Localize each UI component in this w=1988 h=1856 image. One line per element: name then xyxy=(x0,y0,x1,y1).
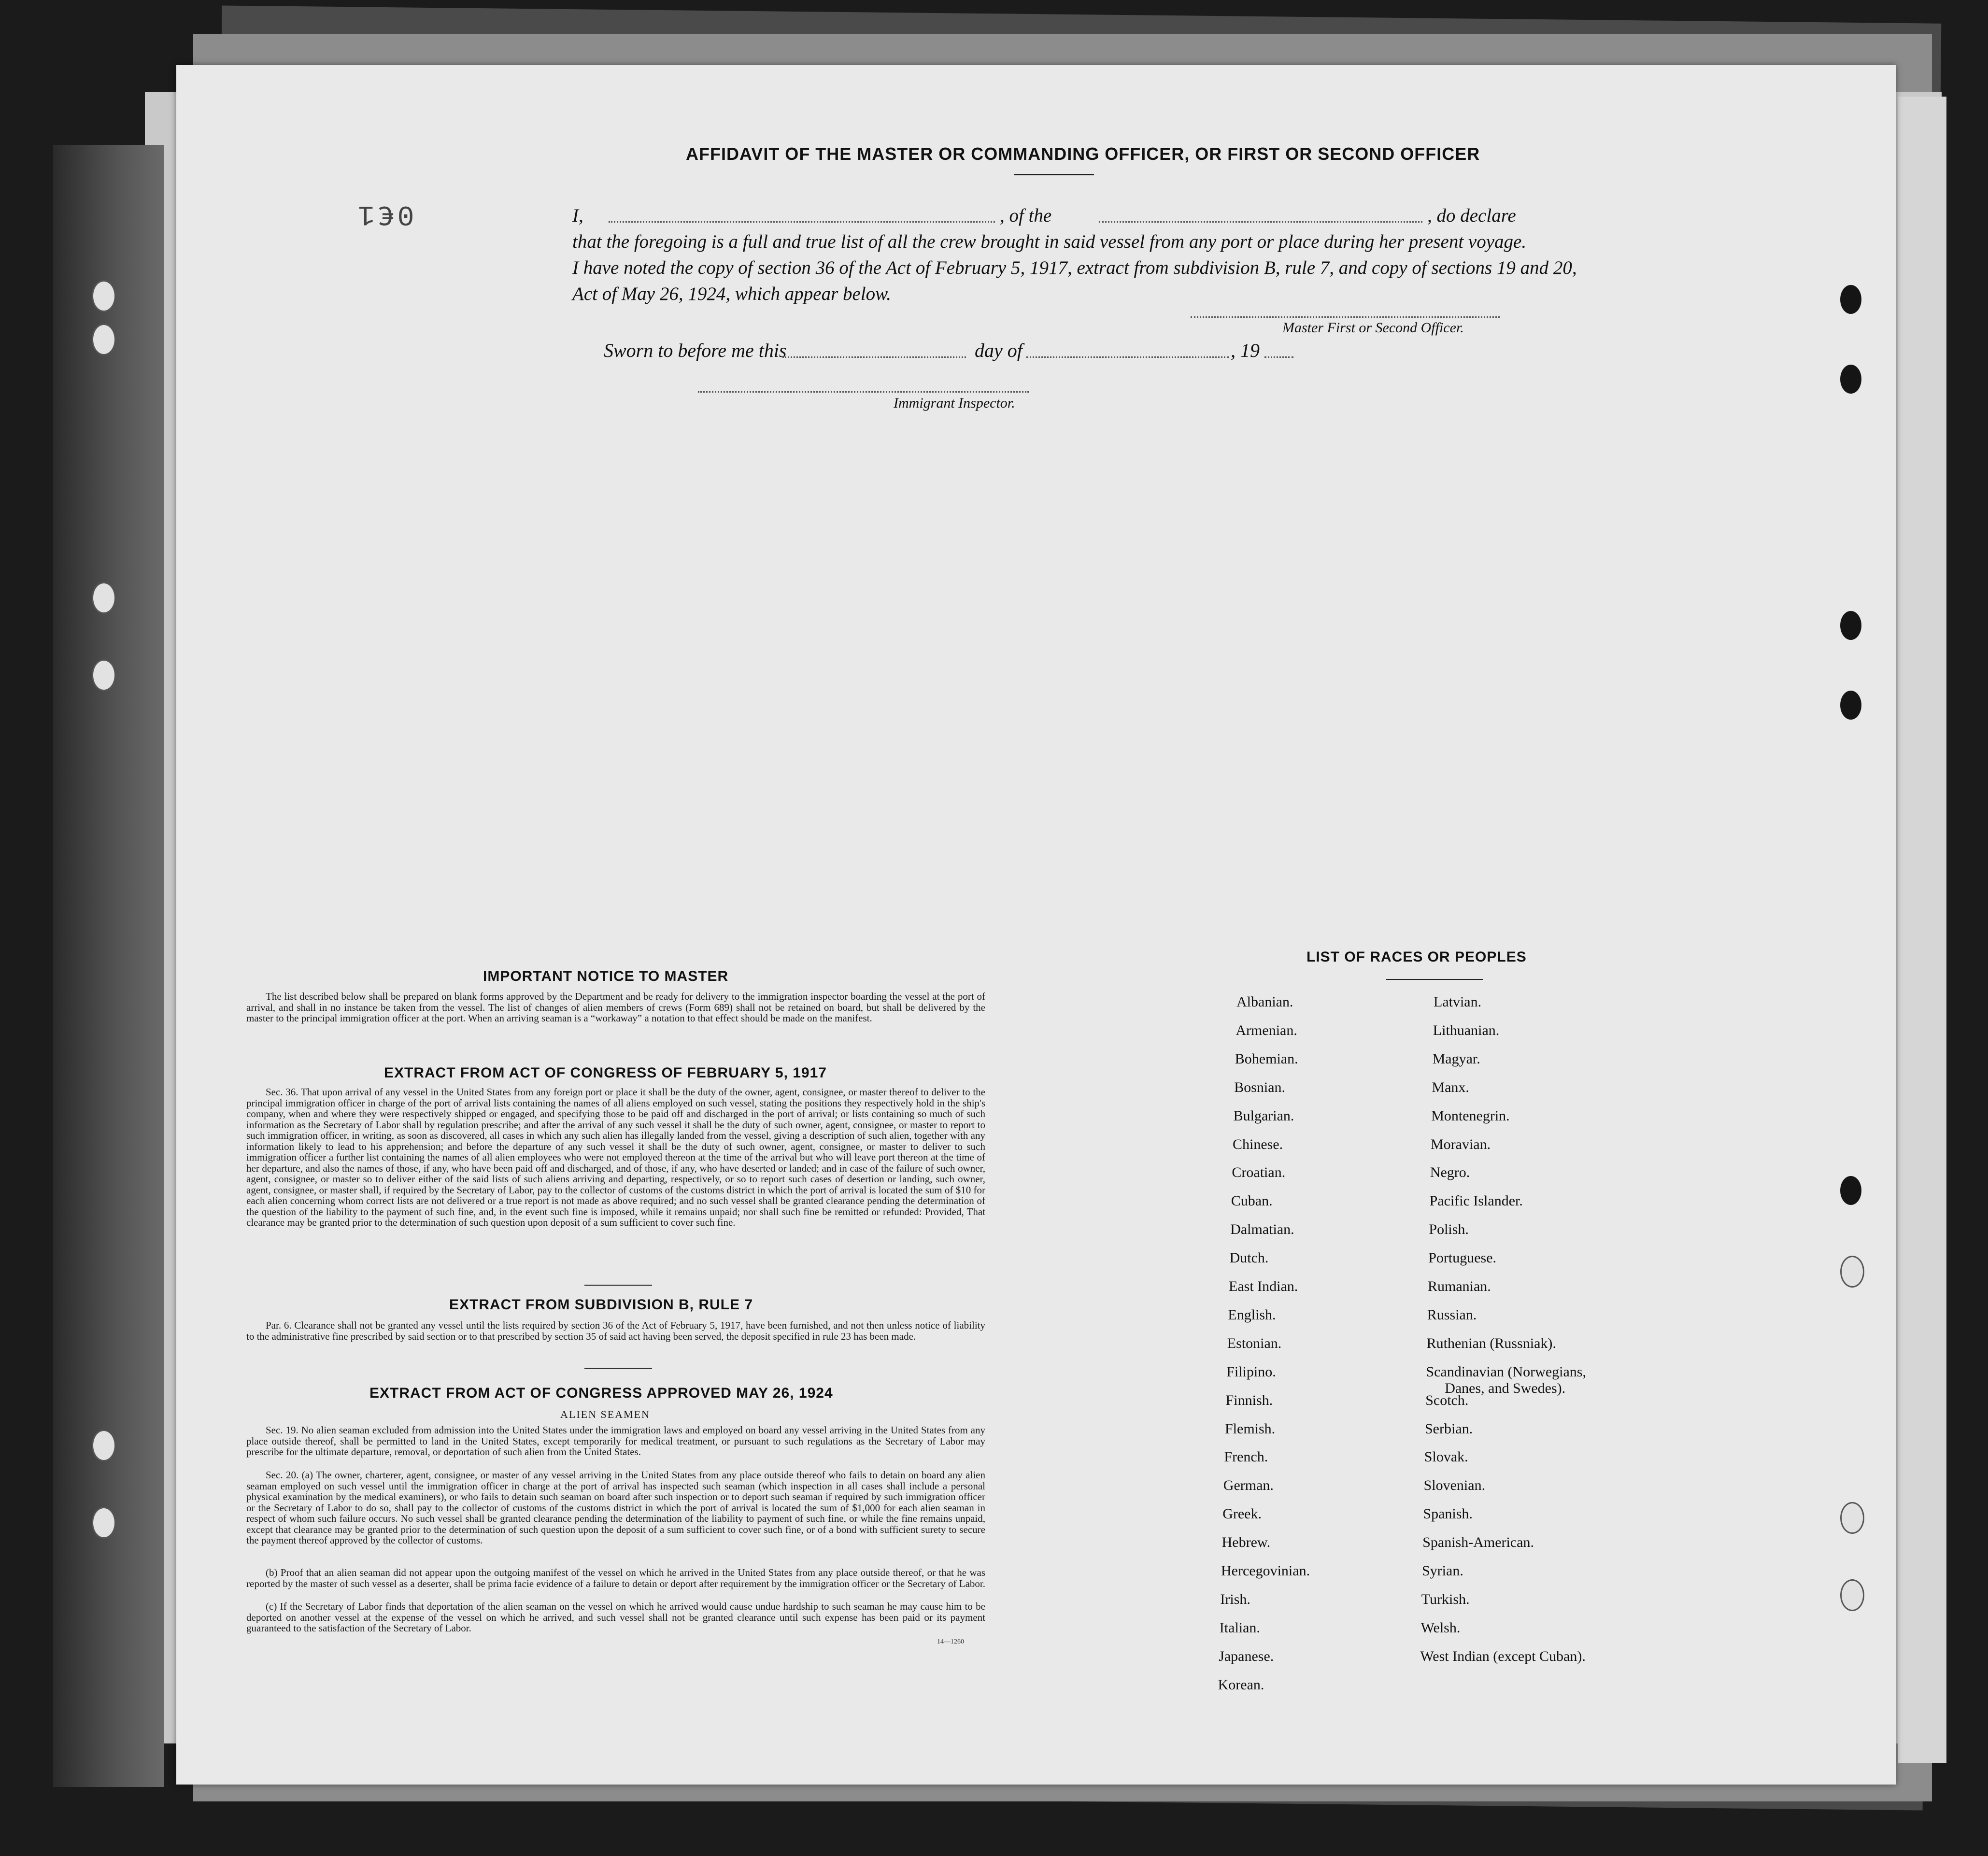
race-item: Filipino. xyxy=(1226,1363,1276,1380)
race-item: Russian. xyxy=(1427,1306,1477,1323)
race-item: Hebrew. xyxy=(1221,1534,1271,1551)
section-divider xyxy=(584,1285,652,1286)
extract-1917-text: Sec. 36. That upon arrival of any vessel in the United States from any foreign port or place it shall be the duty of the owner, agent, consignee, or master thereof to deliver to the principal immigration officer in charge of the port of arrival lists containing the names of all aliens employed on such vessel, stating the positions they respectively hold in the ship's company, when and where they were respectively shipped or engaged, and specifying those to be paid off and discharged in the port of arrival; or lists containing so much of such information as the Secretary of Labor shall by regulation prescribe; and after the arrival of any such vessel it shall be the duty of such owner, agent, consignee, or master to report to such immigration officer, in writing, as soon as discovered, all cases in which any such alien has illegally landed from the vessel, giving a description of such alien, together with any information likely to lead to his apprehension; and before the departure of any such vessel it shall be the duty of such owner, agent, consignee, or master to deliver to such immigration officer a further list containing the names of all alien employees who were not employed thereon at the time of the arrival but who will leave port thereon at the time of her departure, and also the names of those, if any, who have been paid off and discharged, and of those, if any, who have deserted or landed; and in case of the failure of such owner, agent, consignee, or master so to deliver either of the said lists of such aliens arriving and departing, respectively, or so to report such cases of desertion or landing, such owner, agent, consignee, or master shall, if required by the Secretary of Labor, pay to the collector of customs of the customs district in which the port of arrival is located the sum of $10 for each alien concerning whom correct lists are not delivered or a true report is not made as above required; and no such vessel shall be granted clearance pending the determination of the question of the liability to the payment of such fine, and, in the event such fine is imposed, while it remains unpaid; nor shall such fine be remitted or refunded: Provided, That clearance may be granted prior to the determination of such question upon deposit of a sum sufficient to cover such fine. xyxy=(246,1086,985,1228)
race-item: Armenian. xyxy=(1235,1022,1297,1038)
race-item: Syrian. xyxy=(1422,1563,1463,1579)
punch-hole xyxy=(1840,611,1861,640)
race-item: Dutch. xyxy=(1229,1250,1269,1266)
sec20b-text: (b) Proof that an alien seaman did not appear upon the outgoing manifest of the vessel on which he arrived in the United States from any place outside thereof, or that he was reported by the master of such vessel as a deserter, shall be prima facie evidence of a failure to detain or deport after requirement by the immigration officer or the Secretary of Labor. xyxy=(246,1567,985,1589)
race-item: Magyar. xyxy=(1432,1050,1480,1067)
sec19-text: Sec. 19. No alien seaman excluded from admission into the United States under the immigration laws and employed on board any vessel arriving in the United States from any place outside thereof, shall be permitted to land in the United States, except temporarily for medical treatment, or pursuant to such regulations as the Secretary of Labor may prescribe for the ultimate departure, removal, or deportation of such alien from the United States. xyxy=(246,1424,985,1458)
punch-hole xyxy=(92,1430,116,1461)
extract-rule7-text: Par. 6. Clearance shall not be granted any vessel until the lists required by section 36 of the Act of February 5, 1917, have been furnished, and not then unless notice of liability to the administrative fine prescribed by said section or to that prescribed by section 35 of said act having been served, the deposit specified in rule 23 has been made. xyxy=(246,1319,985,1342)
page-edge-strip xyxy=(1898,97,1946,1763)
races-divider xyxy=(1386,979,1483,980)
sworn-year-blank[interactable] xyxy=(1264,356,1293,358)
sworn-day-blank[interactable] xyxy=(782,356,966,358)
race-item: Slovenian. xyxy=(1423,1477,1486,1494)
race-item: English. xyxy=(1228,1306,1276,1323)
races-title: LIST OF RACES OR PEOPLES xyxy=(1306,949,1527,965)
race-item: Flemish. xyxy=(1225,1420,1276,1437)
race-item: Estonian. xyxy=(1227,1335,1282,1351)
race-item: Serbian. xyxy=(1425,1420,1473,1437)
binding-shadow xyxy=(53,145,164,1787)
punch-hole xyxy=(1840,365,1861,394)
race-item: West Indian (except Cuban). xyxy=(1420,1648,1586,1664)
sworn-month-blank[interactable] xyxy=(1026,356,1229,358)
race-item: Spanish. xyxy=(1423,1506,1473,1522)
punch-hole xyxy=(92,1507,116,1539)
race-item: Albanian. xyxy=(1236,994,1293,1010)
race-item: Japanese. xyxy=(1219,1648,1274,1664)
race-item: Hercegovinian. xyxy=(1221,1563,1310,1579)
race-item: Rumanian. xyxy=(1428,1278,1491,1294)
title-divider xyxy=(1014,174,1094,175)
notice-text: The list described below shall be prepared on blank forms approved by the Department and be ready for delivery to the immigration inspector boarding the vessel at the port of arrival, and shall in no instance be taken from the vessel. The list of changes of alien members of crews (Form 689) shall not be retained on board, but shall be delivered by the master to the principal immigration officer at the port. When an arriving seaman is a “workaway” a notation to that effect should be made on the manifest. xyxy=(246,991,985,1024)
race-item: Latvian. xyxy=(1434,994,1482,1010)
punch-hole xyxy=(1840,1579,1864,1611)
stamp-number: 0€1 xyxy=(355,198,414,229)
punch-hole xyxy=(1840,1502,1864,1534)
of-the-label: , of the xyxy=(1000,205,1052,226)
sec20c-text: (c) If the Secretary of Labor finds that deportation of the alien seaman on the vessel on which he arrived would cause undue hardship to such seaman he may cause him to be deported on another vessel at the expense of the vessel on which he arrived, and such vessel shall not be granted clearance until such expense has been paid or its payment guaranteed to the satisfaction of the Secretary of Labor. xyxy=(246,1601,985,1634)
punch-hole xyxy=(92,324,116,355)
race-item: Croatian. xyxy=(1232,1164,1286,1181)
affidavit-text xyxy=(572,203,1577,307)
extract-1924-title: EXTRACT FROM ACT OF CONGRESS APPROVED MAY 26, 1924 xyxy=(369,1385,833,1401)
race-item: Ruthenian (Russniak). xyxy=(1426,1335,1556,1351)
punch-hole xyxy=(92,280,116,312)
name-blank[interactable] xyxy=(609,221,995,223)
punch-hole xyxy=(1840,285,1861,314)
extract-1917-title: EXTRACT FROM ACT OF CONGRESS OF FEBRUARY 5, 1917 xyxy=(384,1065,827,1081)
race-item: Korean. xyxy=(1218,1676,1264,1693)
declare-label: , do declare xyxy=(1427,205,1516,226)
signature-label: Master First or Second Officer. xyxy=(1282,320,1464,336)
race-item: French. xyxy=(1224,1449,1268,1465)
affidavit-i: I, xyxy=(572,205,583,226)
vessel-blank[interactable] xyxy=(1099,221,1422,223)
year-label: , 19 xyxy=(1231,340,1260,361)
extract-1924-subtitle: ALIEN SEAMEN xyxy=(560,1408,650,1420)
section-divider xyxy=(584,1368,652,1369)
race-item: Turkish. xyxy=(1421,1591,1470,1607)
race-item: Slovak. xyxy=(1424,1449,1468,1465)
race-item: Lithuanian. xyxy=(1433,1022,1500,1038)
race-item: Finnish. xyxy=(1225,1392,1273,1408)
race-item: Danes, and Swedes). xyxy=(1445,1380,1566,1396)
race-item: Moravian. xyxy=(1431,1136,1491,1152)
punch-hole xyxy=(1840,691,1861,720)
punch-hole xyxy=(1840,1256,1864,1288)
race-item: East Indian. xyxy=(1229,1278,1298,1294)
race-item: Bulgarian. xyxy=(1233,1107,1294,1124)
affidavit-title: AFFIDAVIT OF THE MASTER OR COMMANDING OFFICER, OR FIRST OR SECOND OFFICER xyxy=(686,144,1480,164)
extract-rule7-title: EXTRACT FROM SUBDIVISION B, RULE 7 xyxy=(449,1297,753,1313)
race-item: Pacific Islander. xyxy=(1429,1193,1523,1209)
race-item: Portuguese. xyxy=(1428,1250,1497,1266)
race-item: Manx. xyxy=(1432,1079,1469,1095)
punch-hole xyxy=(1840,1176,1861,1205)
race-item: Montenegrin. xyxy=(1431,1107,1510,1124)
race-item: Dalmatian. xyxy=(1230,1221,1294,1238)
sworn-label: Sworn to before me this xyxy=(604,340,787,361)
race-item: Polish. xyxy=(1429,1221,1469,1238)
race-item: Chinese. xyxy=(1233,1136,1283,1152)
inspector-label: Immigrant Inspector. xyxy=(894,395,1015,411)
punch-hole xyxy=(92,582,116,614)
race-item: Scandinavian (Norwegians, xyxy=(1426,1363,1586,1380)
affidavit-line-2: that the foregoing is a full and true list of all the crew brought in said vessel from any port or place during her present voyage. xyxy=(572,231,1527,252)
signature-blank[interactable] xyxy=(1191,316,1500,318)
race-item: Welsh. xyxy=(1420,1619,1461,1636)
affidavit-line-3: I have noted the copy of section 36 of the Act of February 5, 1917, extract from subdivision B, rule 7, and copy of sections 19 and 20, xyxy=(572,257,1577,278)
race-item: Greek. xyxy=(1222,1506,1262,1522)
race-item: Italian. xyxy=(1219,1619,1260,1636)
day-of-label: day of xyxy=(975,340,1022,361)
race-item: Negro. xyxy=(1430,1164,1470,1181)
affidavit-line-1 xyxy=(572,203,1519,229)
punch-hole xyxy=(92,659,116,691)
notice-title: IMPORTANT NOTICE TO MASTER xyxy=(483,968,729,984)
sec20a-text: Sec. 20. (a) The owner, charterer, agent, consignee, or master of any vessel arriving in the United States from any place outside thereof who fails to detain on board any alien seaman employed on such vessel until the immigration officer in charge at the port of arrival has inspected such seaman (which inspection in all cases shall include a personal physical examination by the medical examiners), or who fails to detain such seaman on board after such inspection or to deport such seaman if required by such immigration officer or the Secretary of Labor to do so, shall pay to the collector of customs of the customs district in which the port of arrival is located the sum of $1,000 for each alien seaman in respect of whom such failure occurs. No such vessel shall be granted clearance pending the determination of the liability to payment of such fine, or while the fine remains unpaid, except that clearance may be granted prior to the determination of such question upon the deposit of a sum sufficient to cover such fine, or of a bond with sufficient surety to secure the payment thereof approved by the collector of customs. xyxy=(246,1469,985,1546)
race-item: Spanish-American. xyxy=(1422,1534,1534,1551)
form-number: 14—1260 xyxy=(937,1638,964,1645)
race-item: German. xyxy=(1223,1477,1274,1494)
inspector-blank[interactable] xyxy=(698,391,1029,393)
race-item: Scotch. xyxy=(1425,1392,1469,1408)
race-item: Bohemian. xyxy=(1235,1050,1298,1067)
race-item: Cuban. xyxy=(1231,1193,1273,1209)
affidavit-line-4: Act of May 26, 1924, which appear below. xyxy=(572,283,892,304)
race-item: Bosnian. xyxy=(1234,1079,1286,1095)
race-item: Irish. xyxy=(1220,1591,1250,1607)
